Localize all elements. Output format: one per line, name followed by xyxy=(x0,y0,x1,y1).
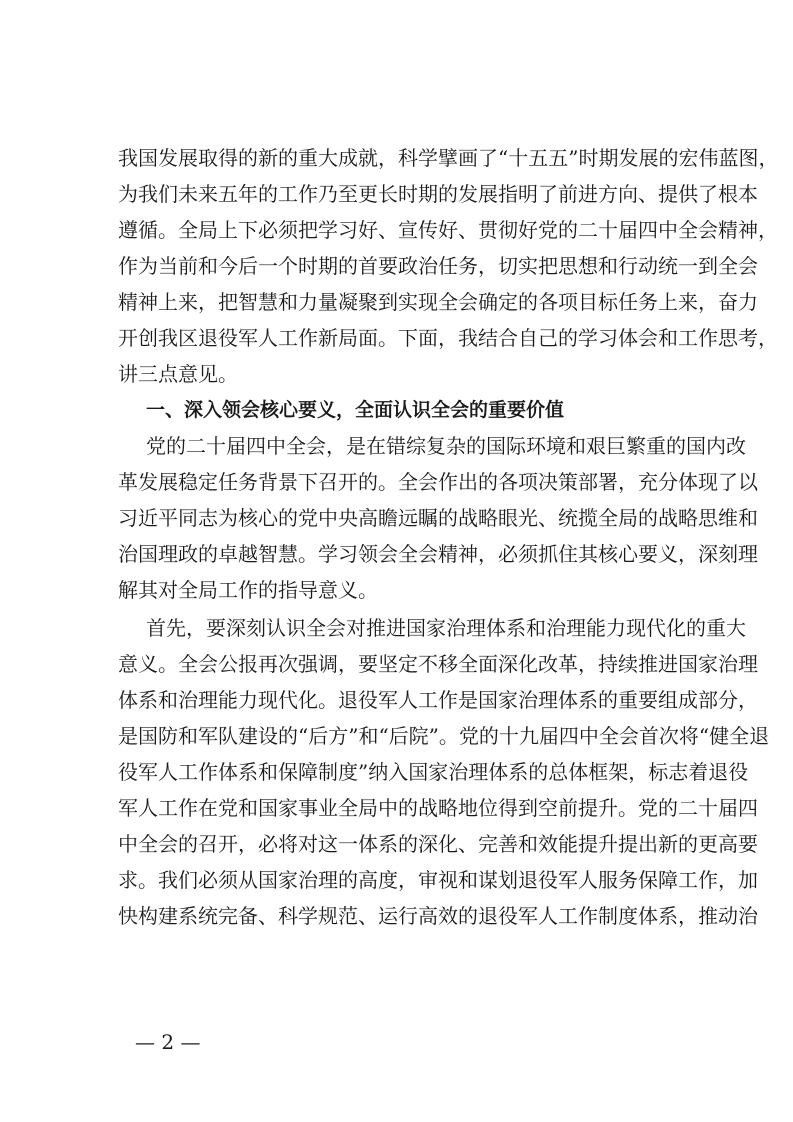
text-line: 习近平同志为核心的党中央高瞻远瞩的战略眼光、统揽全局的战略思维和 xyxy=(118,506,758,530)
text-line: 首先，要深刻认识全会对推进国家治理体系和治理能力现代化的重大 xyxy=(146,616,746,640)
text-line: 为我们未来五年的工作乃至更长时期的发展指明了前进方向、提供了根本 xyxy=(118,182,758,206)
text-line: 治国理政的卓越智慧。学习领会全会精神，必须抓住其核心要义，深刻理 xyxy=(118,542,758,566)
section-heading: 一、深入领会核心要义，全面认识全会的重要价值 xyxy=(146,399,565,421)
text-line: 中全会的召开，必将对这一体系的深化、完善和效能提升提出新的更高要 xyxy=(118,832,758,856)
text-line: 遵循。全局上下必须把学习好、宣传好、贯彻好党的二十届四中全会精神， xyxy=(118,218,778,242)
text-line: 解其对全局工作的指导意义。 xyxy=(118,578,378,602)
text-line: 我国发展取得的新的重大成就，科学擘画了“十五五”时期发展的宏伟蓝图， xyxy=(118,146,779,170)
text-line: 体系和治理能力现代化。退役军人工作是国家治理体系的重要组成部分， xyxy=(118,688,758,712)
text-line: 党的二十届四中全会，是在错综复杂的国际环境和艰巨繁重的国内改 xyxy=(146,434,746,458)
text-line: 革发展稳定任务背景下召开的。全会作出的各项决策部署，充分体现了以 xyxy=(118,470,758,494)
page-number: — 2 — xyxy=(135,1030,201,1054)
text-line: 求。我们必须从国家治理的高度，审视和谋划退役军人服务保障工作，加 xyxy=(118,868,758,892)
text-line: 意义。全会公报再次强调，要坚定不移全面深化改革，持续推进国家治理 xyxy=(118,652,758,676)
text-line: 精神上来，把智慧和力量凝聚到实现全会确定的各项目标任务上来，奋力 xyxy=(118,290,758,314)
text-line: 是国防和军队建设的“后方”和“后院”。党的十九届四中全会首次将“健全退 xyxy=(118,724,770,748)
text-line: 讲三点意见。 xyxy=(118,362,238,386)
text-line: 军人工作在党和国家事业全局中的战略地位得到空前提升。党的二十届四 xyxy=(118,796,758,820)
text-line: 作为当前和今后一个时期的首要政治任务，切实把思想和行动统一到全会 xyxy=(118,254,758,278)
text-line: 开创我区退役军人工作新局面。下面，我结合自己的学习体会和工作思考， xyxy=(118,326,778,350)
text-line: 快构建系统完备、科学规范、运行高效的退役军人工作制度体系，推动治 xyxy=(118,904,758,928)
text-line: 役军人工作体系和保障制度”纳入国家治理体系的总体框架，标志着退役 xyxy=(118,760,749,784)
